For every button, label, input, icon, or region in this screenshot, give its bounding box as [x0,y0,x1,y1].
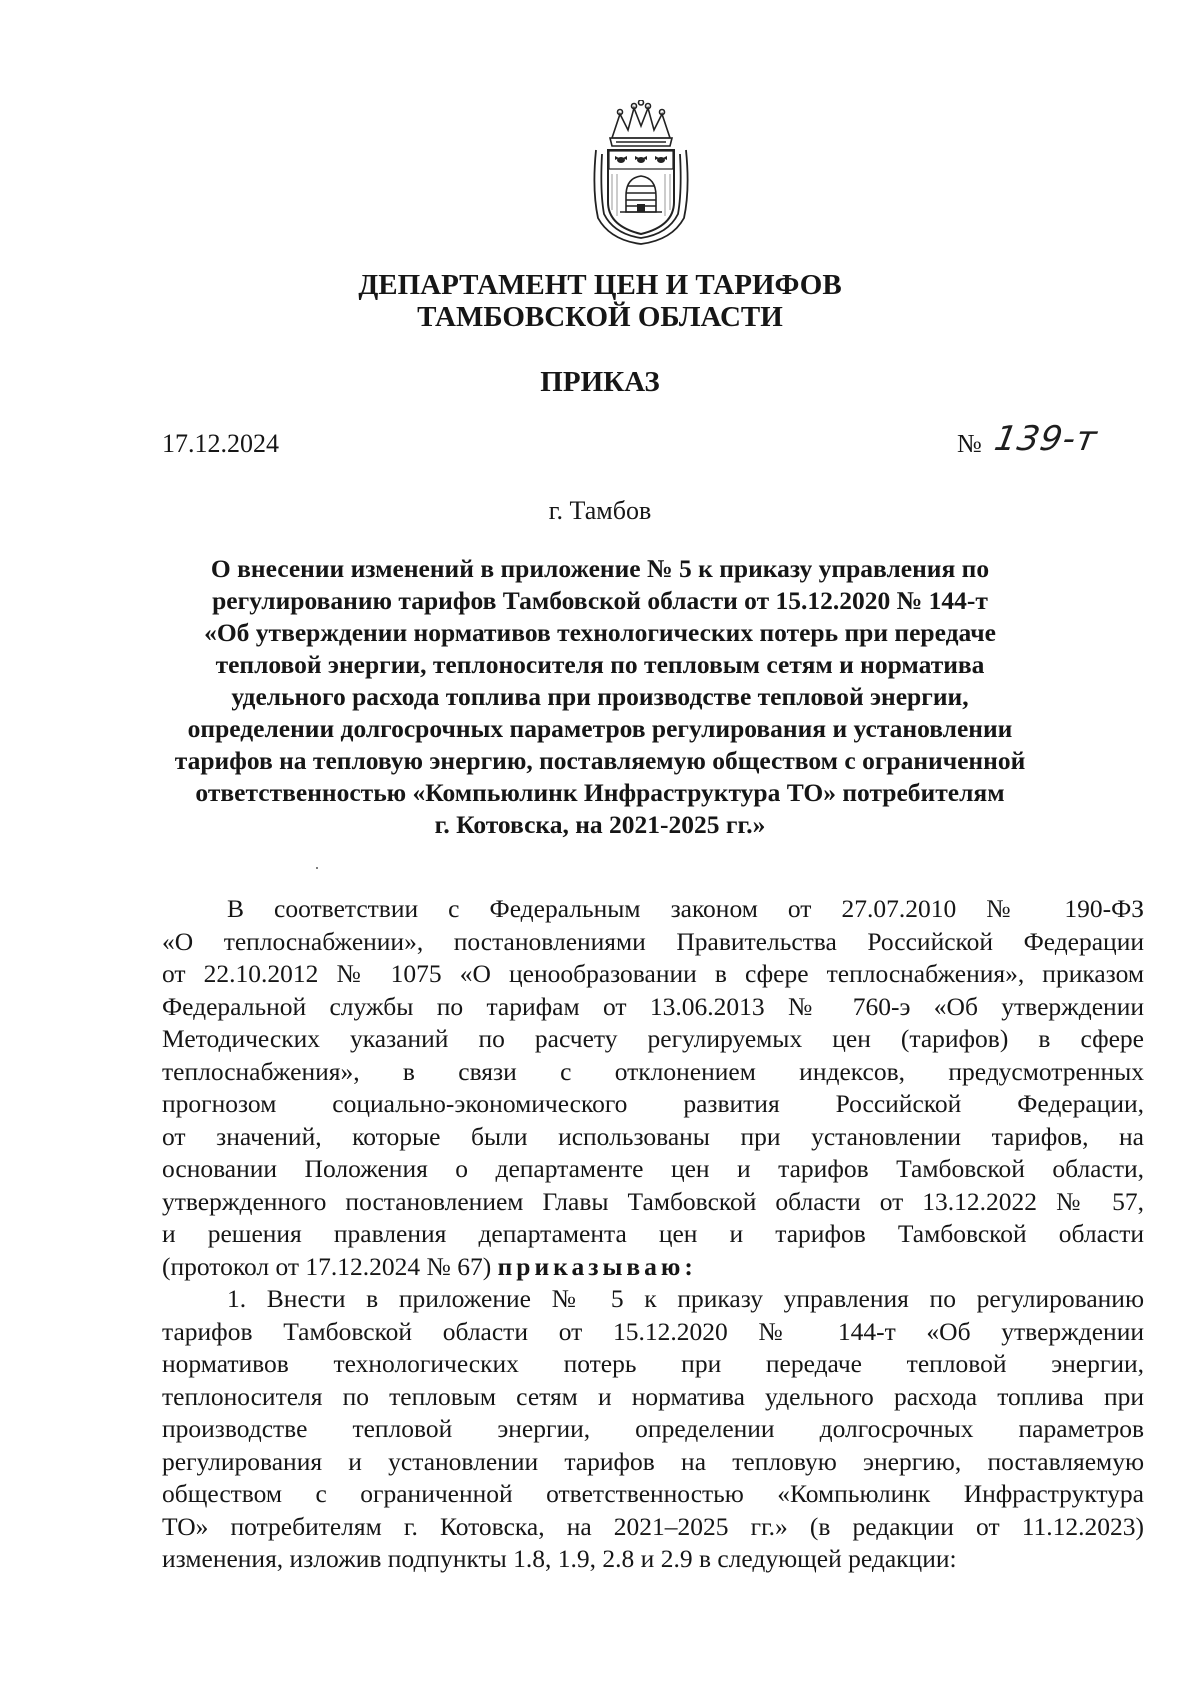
title-line: ответственностью «Компьюлинк Инфраструктура ТО» потребителям [195,778,1005,807]
department-name-line1: ДЕПАРТАМЕНТ ЦЕН И ТАРИФОВ [358,269,842,301]
document-city: г. Тамбов [548,496,652,525]
title-line: г. Котовска, на 2021-2025 гг.» [434,810,766,839]
title-line: тарифов на тепловую энергию, поставляемую обществом с ограниченной [174,746,1026,775]
body-line: Методических указаний по расчету регулируемых цен (тарифов) в сфере [162,1024,1144,1053]
department-name-line2: ТАМБОВСКОЙ ОБЛАСТИ [417,301,783,333]
body-line: от значений, которые были использованы при установлении тарифов, на [162,1121,1144,1151]
title-line: регулированию тарифов Тамбовской области от 15.12.2020 № 144-т [212,586,988,615]
scan-speck [316,867,318,869]
document-type: ПРИКАЗ [540,366,660,398]
body-line: теплоснабжения», в связи с отклонением индексов, предусмотренных [162,1056,1144,1086]
item1-line: обществом с ограниченной ответственностью «Компьюлинк Инфраструктура [162,1479,1144,1508]
body-line: и решения правления департамента цен и тарифов Тамбовской области [162,1219,1144,1248]
item1-line: регулирования и установлении тарифов на тепловую энергию, поставляемую [162,1446,1144,1476]
item1-line: тарифов Тамбовской области от 15.12.2020 № 144-т «Об утверждении [162,1316,1144,1346]
handwritten-document-number: 139-т [991,419,1101,459]
body-line: Федеральной службы по тарифам от 13.06.2013 № 760-э «Об утверждении [162,991,1144,1021]
resolution-suffix: : [684,1251,693,1281]
body-line: основании Положения о департаменте цен и тарифов Тамбовской области, [162,1154,1144,1183]
resolution-prefix: (протокол от 17.12.2024 № 67) [162,1251,498,1281]
title-line: О внесении изменений в приложение № 5 к приказу управления по [210,554,990,583]
item1-line: производстве тепловой энергии, определении долгосрочных параметров [162,1414,1144,1443]
body-line: прогнозом социально-экономического развития Российской Федерации, [162,1089,1144,1118]
title-line: определении долгосрочных параметров регулирования и установлении [187,714,1013,743]
tambov-coat-of-arms-icon [590,100,692,246]
document-title [170,553,1030,841]
body-line: «О теплоснабжении», постановлениями Правительства Российской Федерации [162,926,1144,956]
body-line: от 22.10.2012 № 1075 «О ценообразовании в сфере теплоснабжения», приказом [162,959,1144,988]
item1-line: теплоносителя по тепловым сетям и норматива удельного расхода топлива при [162,1381,1144,1411]
item1-line: ТО» потребителям г. Котовска, на 2021–2025 гг.» (в редакции от 11.12.2023) [162,1511,1144,1541]
number-sign: № [957,429,982,458]
body-line: В соответствии с Федеральным законом от 27.07.2010 № 190-ФЗ [227,894,1144,923]
resolution-keyword: приказываю [497,1251,685,1281]
title-line: тепловой энергии, теплоносителя по тепловым сетям и норматива [215,650,985,679]
title-line: «Об утверждении нормативов технологических потерь при передаче [204,618,996,647]
body-line-resolution [162,1251,1144,1284]
item1-line: 1. Внести в приложение № 5 к приказу управления по регулированию [227,1284,1144,1313]
body-line: утвержденного постановлением Главы Тамбовской области от 13.12.2022 № 57, [162,1186,1144,1216]
item1-line: изменения, изложив подпункты 1.8, 1.9, 2.8 и 2.9 в следующей редакции: [162,1544,957,1573]
item1-line: нормативов технологических потерь при передаче тепловой энергии, [162,1349,1144,1378]
title-line: удельного расхода топлива при производстве тепловой энергии, [231,682,969,711]
document-body [162,893,1144,1576]
document-date: 17.12.2024 [162,429,279,458]
